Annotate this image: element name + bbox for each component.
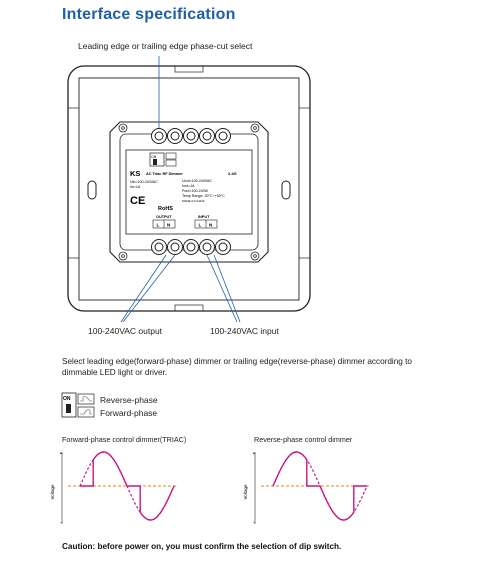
dip-legend-on: ON bbox=[63, 396, 71, 402]
spec-right-2: Pout=100-240W bbox=[182, 189, 209, 193]
output-terminal-n: N bbox=[167, 222, 171, 228]
phase-select-callout: Leading edge or trailing edge phase-cut select bbox=[78, 41, 253, 51]
module-product: AC Triac RF Dimmer bbox=[146, 172, 183, 176]
input-callout: 100-240VAC input bbox=[210, 326, 279, 336]
ce-mark: CE bbox=[130, 195, 146, 207]
top-terminal-block bbox=[152, 129, 231, 144]
svg-text:•: • bbox=[253, 451, 255, 457]
module-brand: KS bbox=[130, 169, 141, 178]
module-dip-on: ON bbox=[151, 155, 157, 159]
output-terminal-l: L bbox=[156, 222, 160, 228]
reverse-phase-waveform bbox=[243, 451, 369, 526]
input-terminal-n: N bbox=[209, 222, 213, 228]
forward-phase-waveform bbox=[50, 451, 176, 526]
description-text: Select leading edge(forward-phase) dimmer or trailing edge(reverse-phase) dimmer according to dimmable LED light or driver. bbox=[62, 357, 412, 377]
svg-text:-: - bbox=[60, 520, 62, 526]
module-frequency: 2.4G bbox=[228, 171, 237, 176]
reverse-waveform-title: Reverse-phase control dimmer bbox=[254, 435, 353, 444]
spec-left-1: Iin=1A bbox=[130, 185, 141, 189]
forward-waveform-title: Forward-phase control dimmer(TRIAC) bbox=[62, 435, 187, 444]
rohs-mark: RoHS bbox=[158, 206, 173, 212]
input-terminal-l: L bbox=[198, 222, 202, 228]
spec-right-4: MADE IN CHINA bbox=[182, 199, 205, 203]
reverse-axis-label: Voltage bbox=[243, 484, 248, 500]
reverse-phase-icon bbox=[78, 394, 94, 404]
forward-axis-label: Voltage bbox=[50, 484, 55, 500]
spec-left-0: Uin=100-240VAC bbox=[130, 180, 158, 184]
forward-phase-icon bbox=[78, 407, 94, 417]
svg-text:-: - bbox=[253, 520, 255, 526]
svg-text:•: • bbox=[60, 451, 62, 457]
input-label: INPUT bbox=[198, 215, 210, 219]
caution-text: Caution: before power on, you must confirm the selection of dip switch. bbox=[62, 542, 342, 551]
spec-right-1: Iout=1A bbox=[182, 184, 195, 188]
output-label: OUTPUT bbox=[156, 215, 172, 219]
spec-right-3: Temp Range:-30°C~+50°C bbox=[182, 194, 225, 198]
forward-phase-label: Forward-phase bbox=[100, 408, 158, 418]
reverse-phase-label: Reverse-phase bbox=[100, 395, 158, 405]
output-callout: 100-240VAC output bbox=[88, 326, 163, 336]
page-title: Interface specification bbox=[62, 6, 236, 23]
spec-right-0: Uout=100-240VAC bbox=[182, 179, 213, 183]
bottom-terminal-block bbox=[152, 240, 231, 255]
